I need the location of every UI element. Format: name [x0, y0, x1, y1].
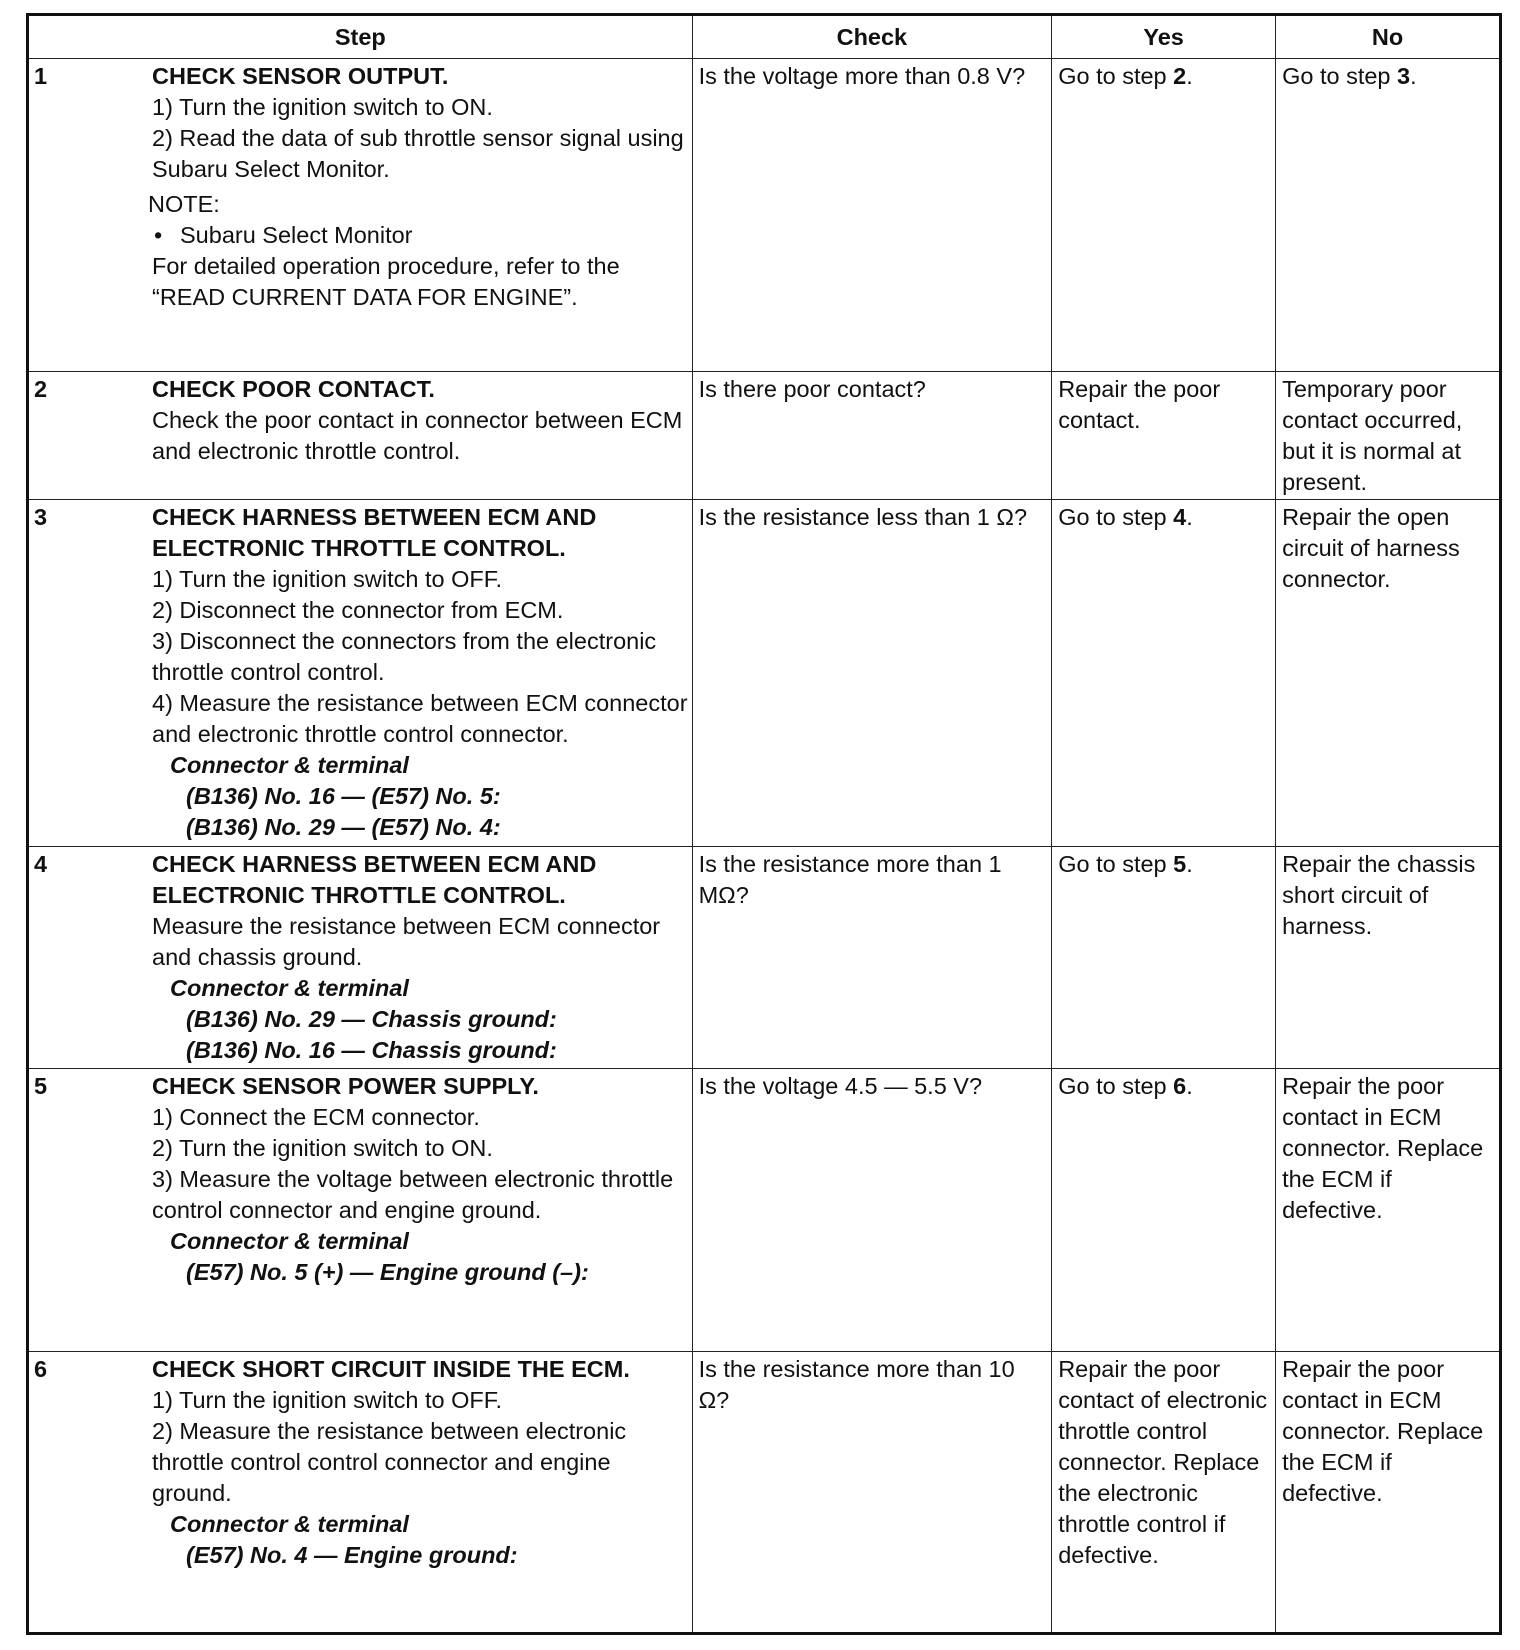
table-row — [28, 372, 1501, 500]
step-instruction: Check the poor contact in connector between ECM and electronic throttle control. — [152, 407, 683, 465]
connector-terminal: (B136) No. 29 — Chassis ground: — [186, 1005, 557, 1032]
no-cell: Repair the chassis short circuit of harness. — [1276, 846, 1501, 1068]
step-cell — [28, 59, 693, 372]
step-cell — [28, 1068, 693, 1351]
note-text: For detailed operation procedure, refer to the “READ CURRENT DATA FOR ENGINE”. — [152, 253, 620, 310]
yes-suffix: . — [1186, 63, 1193, 89]
connector-terminal: (B136) No. 16 — Chassis ground: — [186, 1036, 557, 1063]
table-row — [28, 846, 1501, 1068]
connector-heading: Connector & terminal — [170, 752, 409, 779]
yes-prefix: Go to step — [1058, 504, 1174, 531]
yes-cell — [1052, 59, 1276, 372]
check-cell: Is there poor contact? — [692, 372, 1052, 500]
yes-step-ref: 5 — [1173, 850, 1187, 877]
connector-terminal: (E57) No. 5 (+) — Engine ground (–): — [186, 1258, 589, 1285]
table-row — [28, 1068, 1501, 1351]
no-cell: Temporary poor contact occurred, but it is normal at present. — [1276, 372, 1501, 500]
connector-terminal: (E57) No. 4 — Engine ground: — [186, 1541, 518, 1568]
connector-terminal: (B136) No. 16 — (E57) No. 5: — [186, 783, 501, 810]
no-cell: Repair the poor contact in ECM connector. Replace the ECM if defective. — [1276, 1351, 1501, 1633]
diagnostic-table — [26, 13, 1502, 1635]
yes-cell: Repair the poor contact. — [1052, 372, 1276, 500]
check-cell: Is the resistance more than 1 MΩ? — [692, 846, 1052, 1068]
yes-prefix: Go to step — [1058, 1072, 1174, 1099]
yes-cell — [1052, 1068, 1276, 1351]
step-number: 5 — [34, 1072, 48, 1099]
step-title: CHECK POOR CONTACT. — [152, 376, 435, 403]
check-cell: Is the resistance less than 1 Ω? — [692, 500, 1052, 847]
step-instruction: 3) Disconnect the connectors from the electronic throttle control control. — [152, 628, 657, 686]
check-cell: Is the resistance more than 10 Ω? — [692, 1351, 1052, 1633]
table-row — [28, 500, 1501, 847]
yes-column-header: Yes — [1052, 15, 1276, 59]
table-row — [28, 59, 1501, 372]
step-cell — [28, 500, 693, 847]
step-title: CHECK SENSOR OUTPUT. — [152, 63, 449, 89]
step-instruction: 2) Turn the ignition switch to ON. — [152, 1134, 493, 1161]
step-title: CHECK SENSOR POWER SUPPLY. — [152, 1072, 539, 1099]
yes-cell — [1052, 500, 1276, 847]
step-number: 2 — [34, 376, 48, 403]
step-instruction: 2) Measure the resistance between electronic throttle control control connector and engine ground. — [152, 1417, 627, 1506]
step-number: 4 — [34, 850, 48, 877]
no-cell — [1276, 59, 1501, 372]
note-bullet: • Subaru Select Monitor — [152, 220, 688, 251]
step-cell — [28, 1351, 693, 1633]
step-title: CHECK HARNESS BETWEEN ECM AND ELECTRONIC THROTTLE CONTROL. — [152, 504, 597, 562]
step-instruction: 2) Disconnect the connector from ECM. — [152, 597, 564, 624]
step-column-header: Step — [28, 15, 693, 59]
check-cell: Is the voltage more than 0.8 V? — [692, 59, 1052, 372]
no-cell: Repair the open circuit of harness connector. — [1276, 500, 1501, 847]
connector-terminal: (B136) No. 29 — (E57) No. 4: — [186, 814, 501, 841]
table-row — [28, 1351, 1501, 1633]
yes-cell — [1052, 846, 1276, 1068]
yes-prefix: Go to step — [1058, 850, 1174, 877]
yes-suffix: . — [1186, 504, 1193, 531]
connector-heading: Connector & terminal — [170, 1227, 409, 1254]
step-instruction: 1) Connect the ECM connector. — [152, 1103, 480, 1130]
step-instruction: 1) Turn the ignition switch to OFF. — [152, 566, 503, 593]
note-label: NOTE: — [148, 191, 220, 217]
yes-step-ref: 4 — [1173, 504, 1187, 531]
no-cell: Repair the poor contact in ECM connector. Replace the ECM if defective. — [1276, 1068, 1501, 1351]
yes-suffix: . — [1186, 850, 1193, 877]
yes-suffix: . — [1186, 1072, 1193, 1099]
step-instruction: 4) Measure the resistance between ECM connector and electronic throttle control connector. — [152, 690, 688, 748]
yes-cell: Repair the poor contact of electronic throttle control connector. Replace the electronic throttle control if defective. — [1052, 1351, 1276, 1633]
no-step-ref: 3 — [1397, 63, 1411, 89]
step-instruction: 3) Measure the voltage between electronic throttle control connector and engine ground. — [152, 1165, 674, 1223]
yes-prefix: Go to step — [1058, 63, 1174, 89]
connector-heading: Connector & terminal — [170, 974, 409, 1001]
step-title: CHECK HARNESS BETWEEN ECM AND ELECTRONIC THROTTLE CONTROL. — [152, 850, 597, 908]
step-cell — [28, 372, 693, 500]
no-suffix: . — [1410, 63, 1417, 89]
step-instruction: Measure the resistance between ECM connector and chassis ground. — [152, 912, 661, 970]
header-row — [28, 15, 1501, 59]
step-instruction: 1) Turn the ignition switch to ON. — [152, 94, 493, 120]
yes-step-ref: 2 — [1173, 63, 1187, 89]
step-number: 6 — [34, 1355, 48, 1382]
step-number: 1 — [34, 63, 48, 89]
step-instruction: 2) Read the data of sub throttle sensor signal using Subaru Select Monitor. — [152, 125, 684, 182]
step-title: CHECK SHORT CIRCUIT INSIDE THE ECM. — [152, 1355, 630, 1382]
connector-heading: Connector & terminal — [170, 1510, 409, 1537]
check-column-header: Check — [692, 15, 1052, 59]
step-number: 3 — [34, 504, 48, 531]
no-prefix: Go to step — [1282, 63, 1398, 89]
step-instruction: 1) Turn the ignition switch to OFF. — [152, 1386, 503, 1413]
no-column-header: No — [1276, 15, 1501, 59]
check-cell: Is the voltage 4.5 — 5.5 V? — [692, 1068, 1052, 1351]
step-cell — [28, 846, 693, 1068]
yes-step-ref: 6 — [1173, 1072, 1187, 1099]
